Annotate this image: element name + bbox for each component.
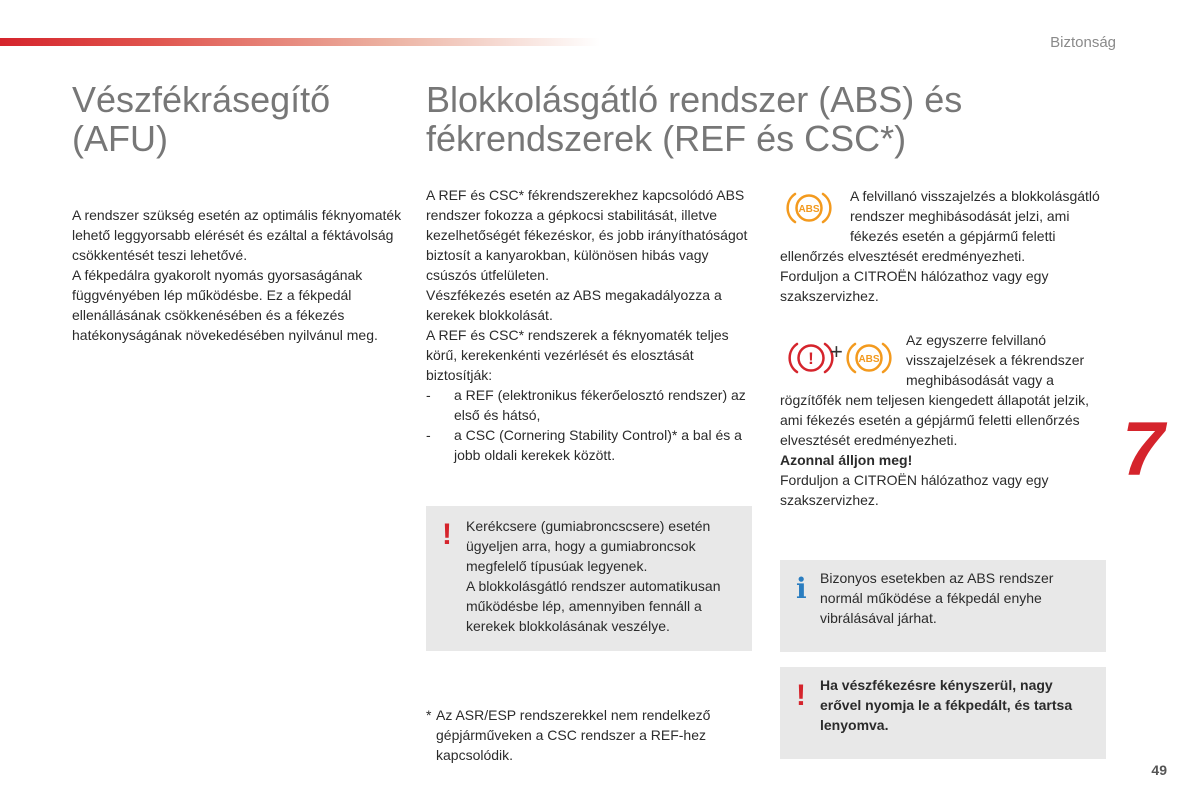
abs-warning-block xyxy=(780,186,1110,306)
abs-warning-icon xyxy=(786,188,832,228)
warning-lead-line: visszajelzések a fékrendszer xyxy=(906,352,1085,368)
note-line: Kerékcsere (gumiabroncscsere) esetén ügyeljen arra, hogy a gumiabroncsok megfelelő típusúak legyenek. xyxy=(466,518,711,574)
brake-warning-icon xyxy=(788,338,834,378)
note-text xyxy=(466,516,744,636)
exclamation-icon: ! xyxy=(796,679,806,712)
abs-warning-icon xyxy=(846,338,892,378)
warning-action: Forduljon a CITROËN hálózathoz vagy egy szakszervizhez. xyxy=(780,268,1049,304)
svg-text:!: ! xyxy=(808,349,814,368)
footnote xyxy=(426,705,756,765)
wheel-change-note xyxy=(426,506,752,651)
abs-paragraph: A REF és CSC* fékrendszerekhez kapcsolódó ABS rendszer fokozza a gépkocsi stabilitását, illetve kezelhetőségét fékezéskor, és jobb irányíthatóságot biztosít a kanyarokban, különösen hibás vagy csúszós útfelületen. xyxy=(426,187,748,283)
list-dash: - xyxy=(426,387,431,403)
warning-text: rögzítőfék nem teljesen kiengedett állapotát jelzik, ami fékezés esetén a gépjármű feletti ellenőrzés elvesztését eredményezheti. xyxy=(780,392,1089,448)
brake-abs-warning-block xyxy=(780,330,1110,510)
info-icon: i xyxy=(796,572,807,605)
abs-info-note xyxy=(780,560,1106,652)
footnote-item xyxy=(426,705,756,765)
abs-lamp-label: ABS xyxy=(798,204,820,215)
afu-title-line: Vészfékrásegítő xyxy=(72,79,331,120)
abs-title-line: Blokkolásgátló rendszer (ABS) és xyxy=(426,79,963,120)
warning-lead-line: meghibásodását vagy a xyxy=(906,372,1054,388)
warning-urgent: Azonnal álljon meg! xyxy=(780,452,913,468)
abs-text xyxy=(426,185,756,465)
emergency-brake-note xyxy=(780,667,1106,759)
list-item-text: a REF (elektronikus fékerőelosztó rendszer) az első és hátsó, xyxy=(454,387,746,423)
warning-text: ellenőrzés elvesztését eredményezheti. xyxy=(780,248,1026,264)
abs-title-line: fékrendszerek (REF és CSC*) xyxy=(426,118,907,159)
warning-lead-line: A felvillanó visszajelzés a blokkolásgátló xyxy=(850,188,1100,204)
warning-action: Forduljon a CITROËN hálózathoz vagy egy szakszervizhez. xyxy=(780,472,1049,508)
abs-lamp-label: ABS xyxy=(858,354,880,365)
page-number: 49 xyxy=(1151,762,1167,778)
afu-text xyxy=(72,205,402,345)
list-dash: - xyxy=(426,427,431,443)
warning-lead-line: rendszer meghibásodását jelzi, ami xyxy=(850,208,1070,224)
abs-title xyxy=(426,80,1046,158)
exclamation-icon: ! xyxy=(442,518,452,551)
list-item xyxy=(426,385,756,425)
note-text: Bizonyos esetekben az ABS rendszer normál működése a fékpedál enyhe vibrálásával járhat. xyxy=(820,570,1054,626)
list-item xyxy=(426,425,756,465)
afu-title xyxy=(72,80,402,158)
section-label: Biztonság xyxy=(1050,34,1116,51)
plus-sign: + xyxy=(830,339,843,364)
footnote-text: Az ASR/ESP rendszerekkel nem rendelkező gépjárműveken a CSC rendszer a REF-hez kapcsolódik. xyxy=(436,707,711,763)
afu-title-line: (AFU) xyxy=(72,118,168,159)
note-line: A blokkolásgátló rendszer automatikusan működésbe lép, amennyiben fennáll a kerekek blokkolásának veszélye. xyxy=(466,578,721,634)
chapter-number: 7 xyxy=(1122,407,1165,492)
abs-paragraph: Vészfékezés esetén az ABS megakadályozza a kerekek blokkolását. xyxy=(426,287,722,323)
list-item-text: a CSC (Cornering Stability Control)* a bal és a jobb oldali kerekek között. xyxy=(454,427,742,463)
note-text: Ha vészfékezésre kényszerül, nagy erővel nyomja le a fékpedált, és tartsa lenyomva. xyxy=(820,677,1073,733)
afu-paragraph: A rendszer szükség esetén az optimális féknyomaték lehető leggyorsabb elérését és ezáltal a féktávolság csökkentését teszi lehetővé. xyxy=(72,207,402,263)
warning-lead-line: fékezés esetén a gépjármű feletti xyxy=(850,228,1056,244)
abs-paragraph: A REF és CSC* rendszerek a féknyomaték teljes körű, kerekenkénti vezérlését és elosztását biztosítják: xyxy=(426,327,729,383)
top-accent-bar xyxy=(0,38,600,46)
warning-lead-line: Az egyszerre felvillanó xyxy=(906,332,1047,348)
afu-paragraph: A fékpedálra gyakorolt nyomás gyorsaságának függvényében lép működésbe. Ez a fékpedál ellenállásának csökkenésében és a fékezés hatékonyságának növekedésében nyilvánul meg. xyxy=(72,267,378,343)
footnote-star: * xyxy=(426,707,432,723)
